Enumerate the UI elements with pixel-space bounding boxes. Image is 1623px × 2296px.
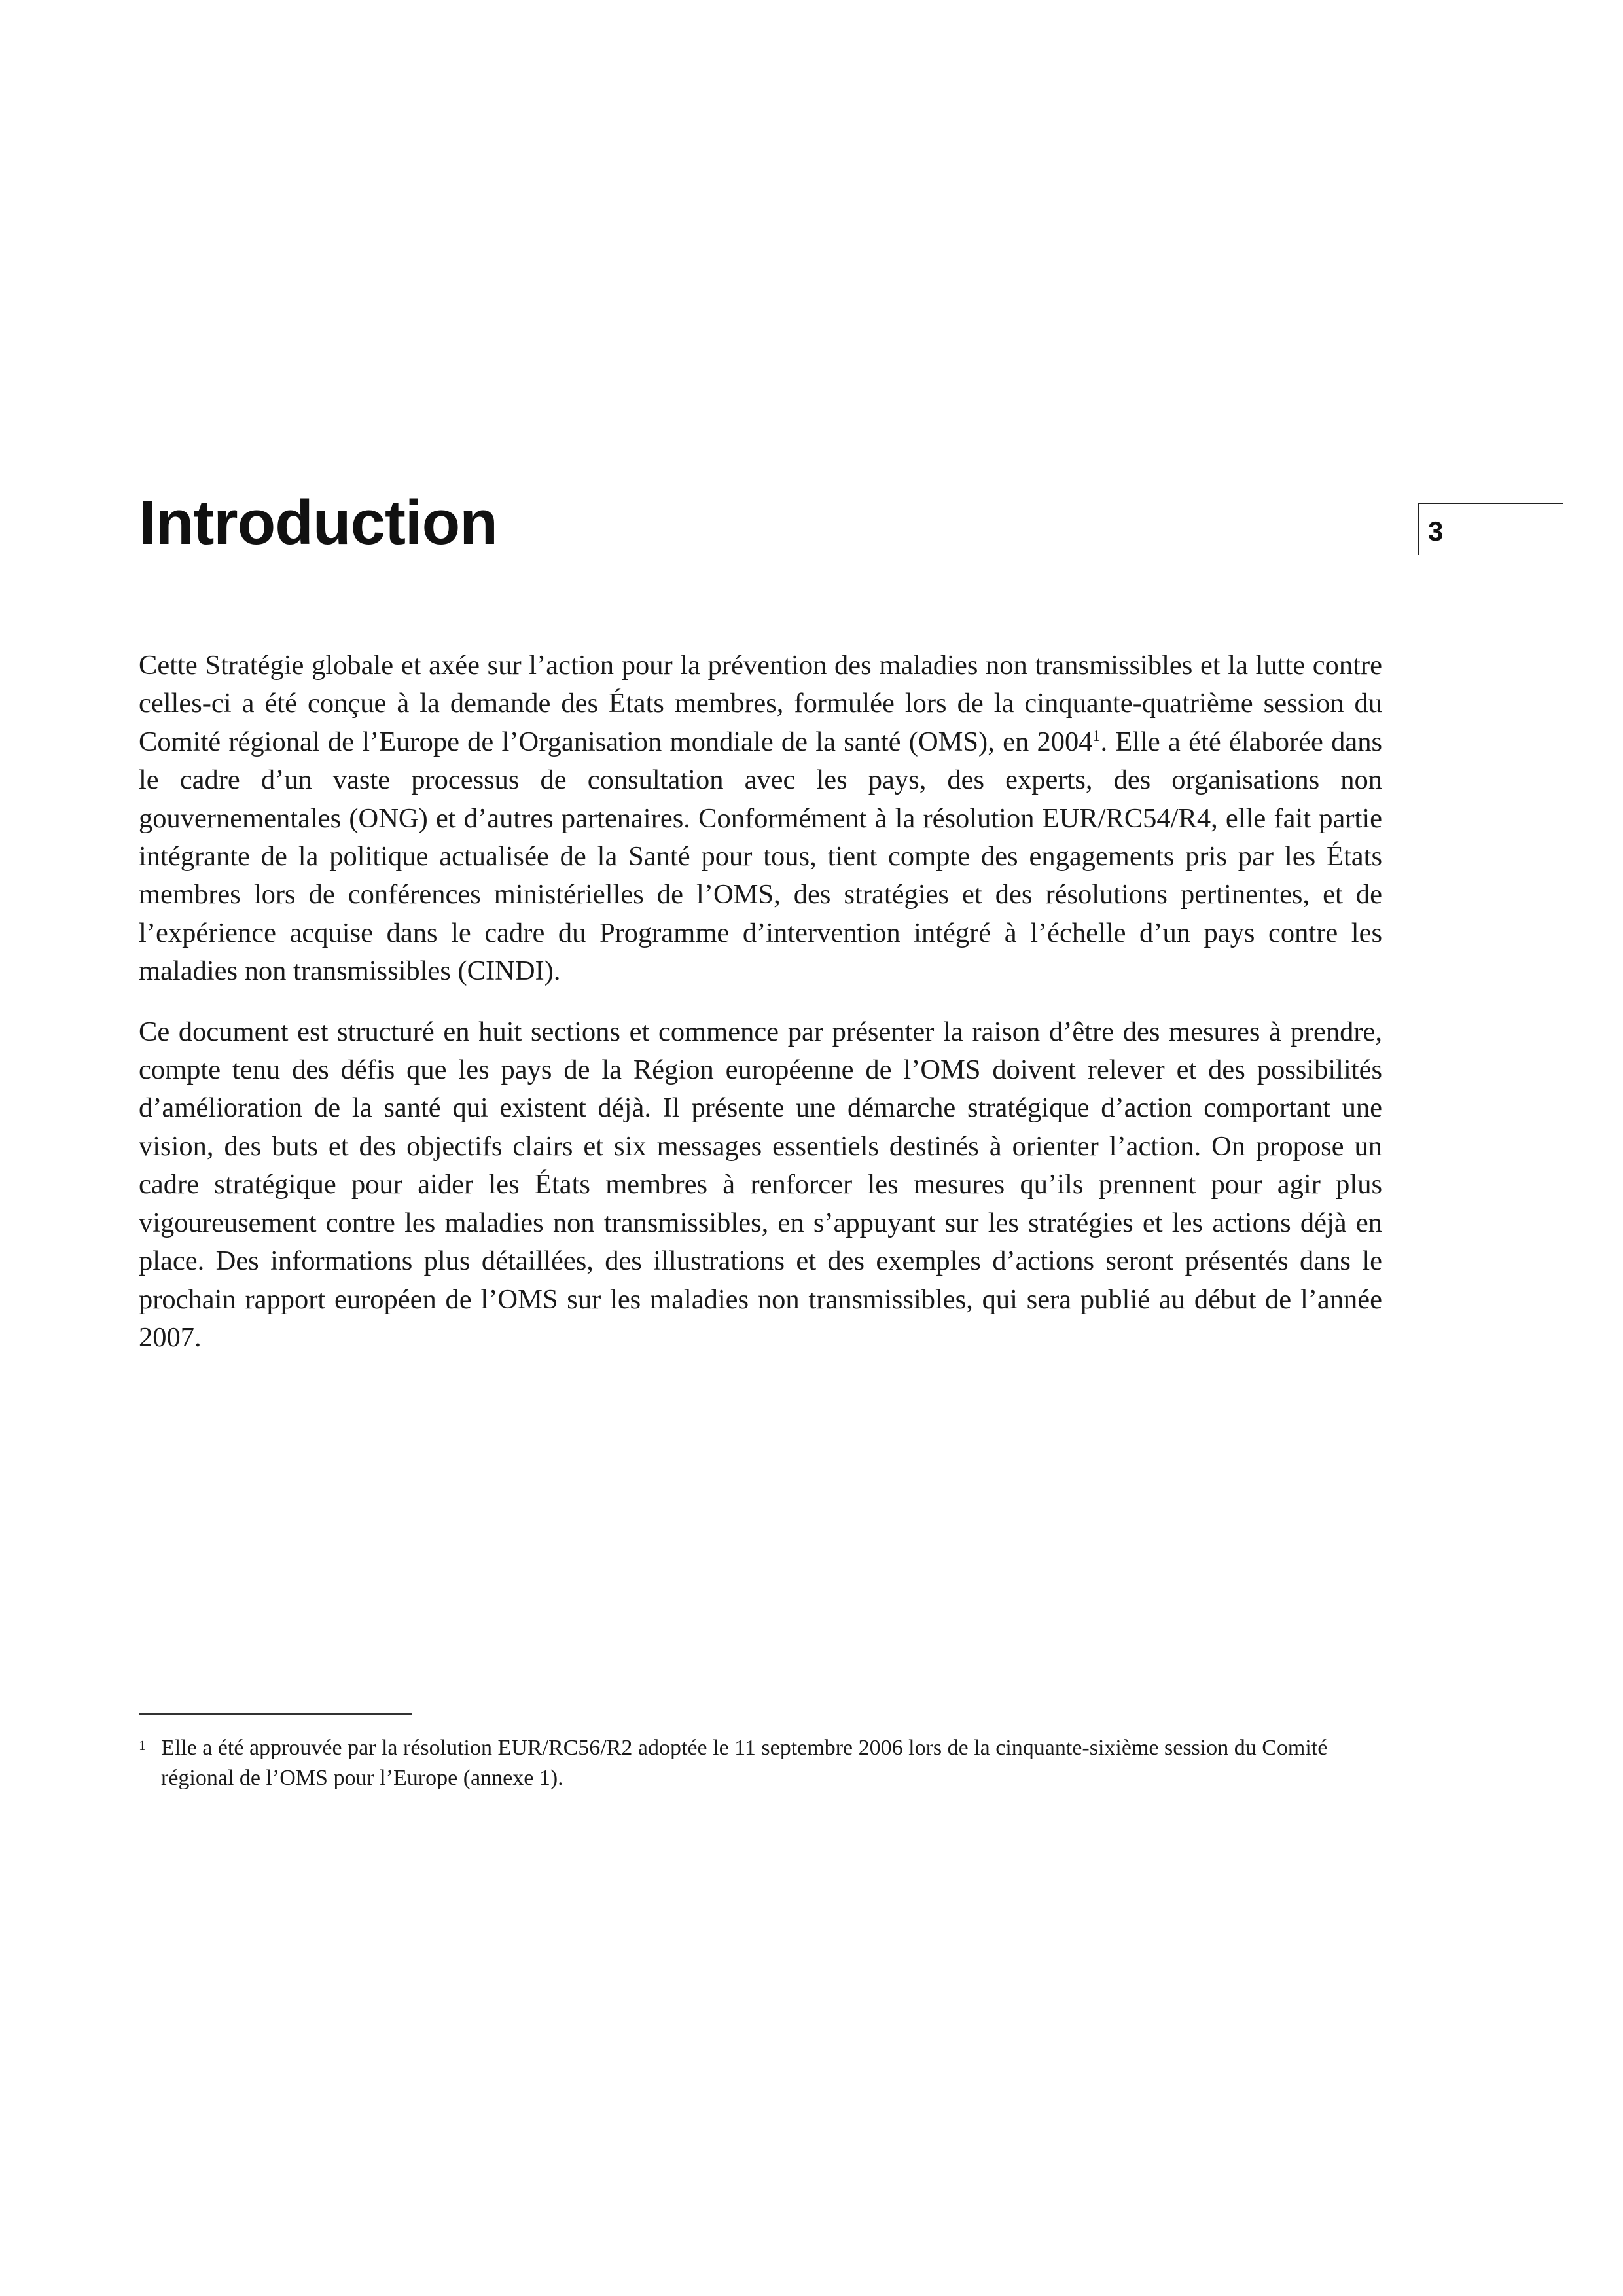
- footnote-separator: [139, 1713, 412, 1715]
- footnote: [139, 1733, 1369, 1793]
- footnote-text: Elle a été approuvée par la résolution EUR/RC56/R2 adoptée le 11 septembre 2006 lors de la cinquante-sixième session du Comité régional de l’OMS pour l’Europe (annexe 1).: [161, 1736, 1328, 1790]
- footnote-marker: 1: [139, 1737, 146, 1753]
- page-number: 3: [1428, 516, 1444, 547]
- paragraph-1-continued: . Elle a été élaborée dans le cadre d’un vaste processus de consultation avec les pays, des experts, des organisations non gouvernementales (ONG) et d’autres partenaires. Conformément à la résolution EUR/RC54/R4, elle fait partie intégrante de la politique actualisée de la Santé pour tous, tient compte des engagements pris par les États membres lors de conférences ministérielles de l’OMS, des stratégies et des résolutions pertinentes, et de l’expérience acquise dans le cadre du Programme d’intervention intégré à l’échelle d’un pays contre les maladies non transmissibles (CINDI).: [139, 726, 1383, 987]
- paragraph-2: Ce document est structuré en huit sections et commence par présenter la raison d’être des mesures à prendre, compte tenu des défis que les pays de la Région européenne de l’OMS doivent relever et des possibilités d’amélioration de la santé qui existent déjà. Il présente une démarche stratégique d’action comportant une vision, des buts et des objectifs clairs et six messages essentiels destinés à orienter l’action. On propose un cadre stratégique pour aider les États membres à renforcer les mesures qu’ils prennent pour agir plus vigoureusement contre les maladies non transmissibles, en s’appuyant sur les stratégies et les actions déjà en place. Des informations plus détaillées, des illustrations et des exemples d’actions seront présentés dans le prochain rapport européen de l’OMS sur les maladies non transmissibles, qui sera publié au début de l’année 2007.: [139, 1016, 1382, 1353]
- body-text: [139, 647, 1382, 1357]
- page-title: Introduction: [139, 488, 497, 558]
- paragraph-1: [139, 647, 1382, 991]
- page-number-box: [1418, 503, 1563, 555]
- paragraph-1-text: Cette Stratégie globale et axée sur l’action pour la prévention des maladies non transmissibles et la lutte contre celles-ci a été conçue à la demande des États membres, formulée lors de la cinquante-quatrième session du Comité régional de l’Europe de l’Organisation mondiale de la santé (OMS), en 2004: [139, 650, 1382, 757]
- footnote-reference[interactable]: 1: [1092, 727, 1101, 745]
